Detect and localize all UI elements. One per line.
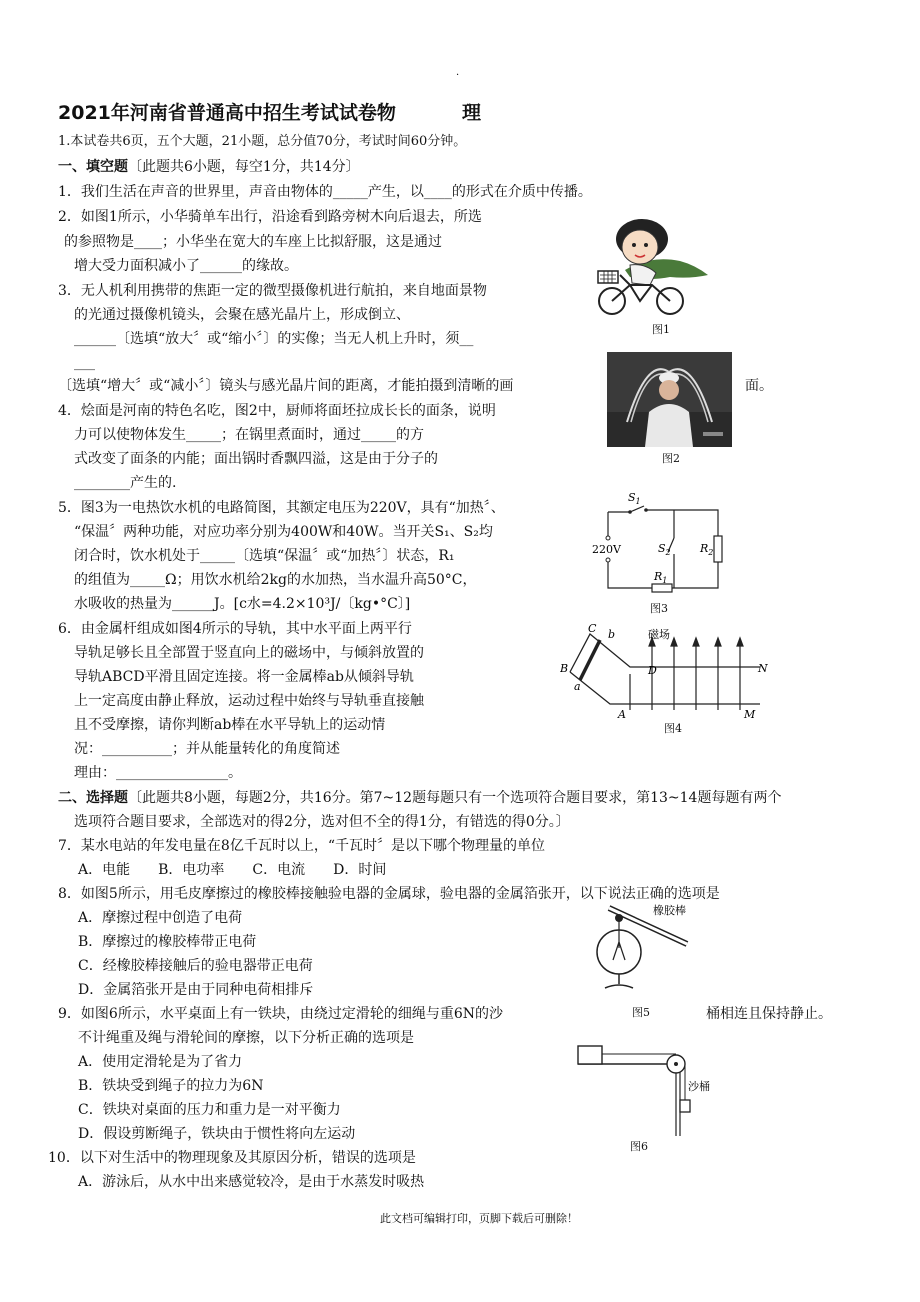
- figure-6-caption: 图6: [630, 1140, 648, 1153]
- question-8-option-a: A．摩擦过程中创造了电荷: [78, 910, 243, 926]
- question-6-line7: 理由：________________。: [74, 765, 242, 781]
- chef-face: [659, 380, 679, 400]
- label-s1: $S_1$: [628, 491, 641, 506]
- section-header-1: 一、填空题〔此题共6小题，每空1分，共14分〕: [58, 159, 360, 175]
- switch-s1: [630, 506, 644, 512]
- metal-leaf-right: [619, 942, 625, 960]
- question-8-option-c: C．经橡胶棒接触后的验电器带正电荷: [78, 958, 313, 974]
- chef-body: [645, 404, 693, 447]
- label-N: N: [758, 662, 768, 675]
- metal-leaf-left: [613, 942, 619, 960]
- exam-notice: 1.本试卷共6页，五个大题，21小题，总分值70分，考试时间60分钟。: [58, 134, 467, 149]
- sand-bucket: [680, 1100, 690, 1112]
- iron-block: [578, 1046, 602, 1064]
- question-9-option-a: A．使用定滑轮是为了省力: [78, 1054, 243, 1070]
- question-4-line3: 式改变了面条的内能；面出锅时香飘四溢，这是由于分子的: [74, 451, 438, 467]
- question-7: 7．某水电站的年发电量在8亿千瓦时以上，“千瓦时〞是以下哪个物理量的单位: [58, 838, 545, 854]
- label-D: D: [648, 664, 657, 677]
- label-s2: $S_2$: [658, 542, 671, 557]
- question-3-line3: ______〔选填“放大〞或“缩小〞〕的实像；当无人机上升时，须__: [74, 331, 474, 347]
- question-2-line2: 的参照物是____；小华坐在宽大的车座上比拟舒服，这是通过: [64, 234, 442, 250]
- figure-5-caption: 图5: [632, 1006, 650, 1019]
- question-5-line1: 5．图3为一电热饮水机的电路简图，其额定电压为220V，具有“加热〞、: [58, 500, 505, 516]
- question-6-line4: 上一定高度由静止释放，运动过程中始终与导轨垂直接触: [74, 693, 424, 709]
- magnetic-field-arrows: [630, 638, 743, 710]
- question-6-line2: 导轨足够长且全部置于竖直向上的磁场中，与倾斜放置的: [74, 645, 424, 661]
- label-220v: 220V: [592, 543, 621, 556]
- figure-3-circuit: [590, 488, 730, 613]
- label-rubber-rod: 橡胶棒: [653, 904, 686, 917]
- question-6-line3: 导轨ABCD平滑且固定连接。将一金属棒ab从倾斜导轨: [74, 669, 414, 685]
- label-C: C: [588, 622, 597, 635]
- figure-3-caption: 图3: [650, 602, 668, 615]
- resistor-r2: [714, 536, 722, 562]
- question-8-option-d: D．金属箔张开是由于同种电荷相排斥: [78, 982, 314, 998]
- question-5-line5: 水吸收的热量为______J。[c水=4.2×10³J/〔kg•°C〕]: [74, 596, 411, 612]
- question-9-line2: 不计绳重及绳与滑轮间的摩擦，以下分析正确的选项是: [78, 1030, 414, 1046]
- question-5-line4: 的组值为_____Ω；用饮水机给2kg的水加热，当水温升高50°C，: [74, 572, 477, 588]
- question-2-line3: 增大受力面积减小了______的缘故。: [74, 258, 298, 274]
- figure-2-chef-photo: [607, 352, 732, 447]
- question-9-option-d: D．假设剪断绳子，铁块由于惯性将向左运动: [78, 1126, 356, 1142]
- question-8-option-b: B．摩擦过的橡胶棒带正电荷: [78, 934, 257, 950]
- question-3-line4: ___: [74, 355, 95, 371]
- question-1: 1．我们生活在声音的世界里，声音由物体的_____产生，以____的形式在介质中传播。: [58, 184, 592, 200]
- question-7-options: A．电能 B．电功率 C．电流 D．时间: [78, 862, 387, 878]
- question-9-option-c: C．铁块对桌面的压力和重力是一对平衡力: [78, 1102, 341, 1118]
- section-2-note: 选项符合题目要求，全部选对的得2分，选对但不全的得1分，有错选的得0分。〕: [74, 814, 570, 830]
- label-b: b: [608, 628, 616, 641]
- label-sand-bucket: 沙桶: [688, 1080, 710, 1093]
- figure-1-caption: 图1: [652, 323, 670, 336]
- label-a: a: [574, 680, 581, 693]
- question-5-line2: “保温〞两种功能，对应功率分别为400W和40W。当开关S₁、S₂均: [74, 524, 493, 540]
- question-9-option-b: B．铁块受到绳子的拉力为6N: [78, 1078, 264, 1094]
- question-6-line1: 6．由金属杆组成如图4所示的导轨，其中水平面上两平行: [58, 621, 412, 637]
- resistor-r1: [652, 584, 672, 592]
- label-M: M: [744, 708, 756, 721]
- question-6-line5: 且不受摩擦，请你判断ab棒在水平导轨上的运动情: [74, 717, 386, 733]
- section-header-2: 二、选择题〔此题共8小题，每题2分，共16分。第7~12题每题只有一个选项符合题目要求，第13~14题每题有两个: [58, 790, 782, 806]
- page-footer: 此文档可编辑打印，页脚下载后可删除！: [380, 1212, 578, 1225]
- question-3-line2: 的光通过摄像机镜头，会聚在感光晶片上，形成倒立、: [74, 307, 410, 323]
- page-title: 2021年河南省普通高中招生考试试卷物: [58, 102, 396, 124]
- figure-2-caption: 图2: [662, 452, 680, 465]
- label-r1: $R_1$: [654, 570, 668, 585]
- question-3-line1: 3．无人机利用携带的焦距一定的微型摄像机进行航拍，来自地面景物: [58, 283, 487, 299]
- question-10: 10．以下对生活中的物理现象及其原因分析，错误的选项是: [48, 1150, 416, 1166]
- question-9-line1: 9．如图6所示，水平桌面上有一铁块，由绕过定滑轮的细绳与重6N的沙: [58, 1006, 503, 1022]
- question-6-line6: 况：__________；并从能量转化的角度简述: [74, 741, 340, 757]
- page-title-tail: 理: [462, 102, 482, 124]
- question-4-line4: ________产生的.: [74, 475, 177, 491]
- electroscope-stand: [605, 974, 633, 988]
- figure-1-girl-bicycle: [590, 215, 710, 320]
- label-field: 磁场: [648, 628, 670, 641]
- question-9-line1-tail: 桶相连且保持静止。: [706, 1006, 832, 1022]
- top-dot: ·: [456, 70, 460, 81]
- label-B: B: [560, 662, 569, 675]
- question-5-line3: 闭合时，饮水机处于_____〔选填“保温〞或“加热〞〕状态，R₁: [74, 548, 455, 564]
- figure-5-electroscope: [595, 900, 715, 1000]
- question-3-line5: 〔选填“增大〞或“减小〞〕镜头与感光晶片间的距离，才能拍摄到清晰的画: [58, 378, 514, 394]
- question-10-option-a: A．游泳后，从水中出来感觉较冷，是由于水蒸发时吸热: [78, 1174, 425, 1190]
- rail-lower: [570, 672, 760, 704]
- figure-6-pulley: [572, 1040, 712, 1140]
- question-3-line5-tail: 面。: [745, 378, 773, 394]
- question-2-line1: 2．如图1所示，小华骑单车出行，沿途看到路旁树木向后退去，所选: [58, 209, 482, 225]
- question-4-line1: 4．烩面是河南的特色名吃，图2中，厨师将面坯拉成长长的面条，说明: [58, 403, 496, 419]
- figure-4-caption: 图4: [664, 722, 682, 735]
- question-4-line2: 力可以使物体发生_____；在锅里煮面时，通过_____的方: [74, 427, 424, 443]
- label-A: A: [618, 708, 626, 721]
- question-8: 8．如图5所示，用毛皮摩擦过的橡胶棒接触验电器的金属球，验电器的金属箔张开，以下说法正确的选项是: [58, 886, 720, 902]
- girl-face: [622, 230, 658, 264]
- label-r2: $R_2$: [700, 542, 714, 557]
